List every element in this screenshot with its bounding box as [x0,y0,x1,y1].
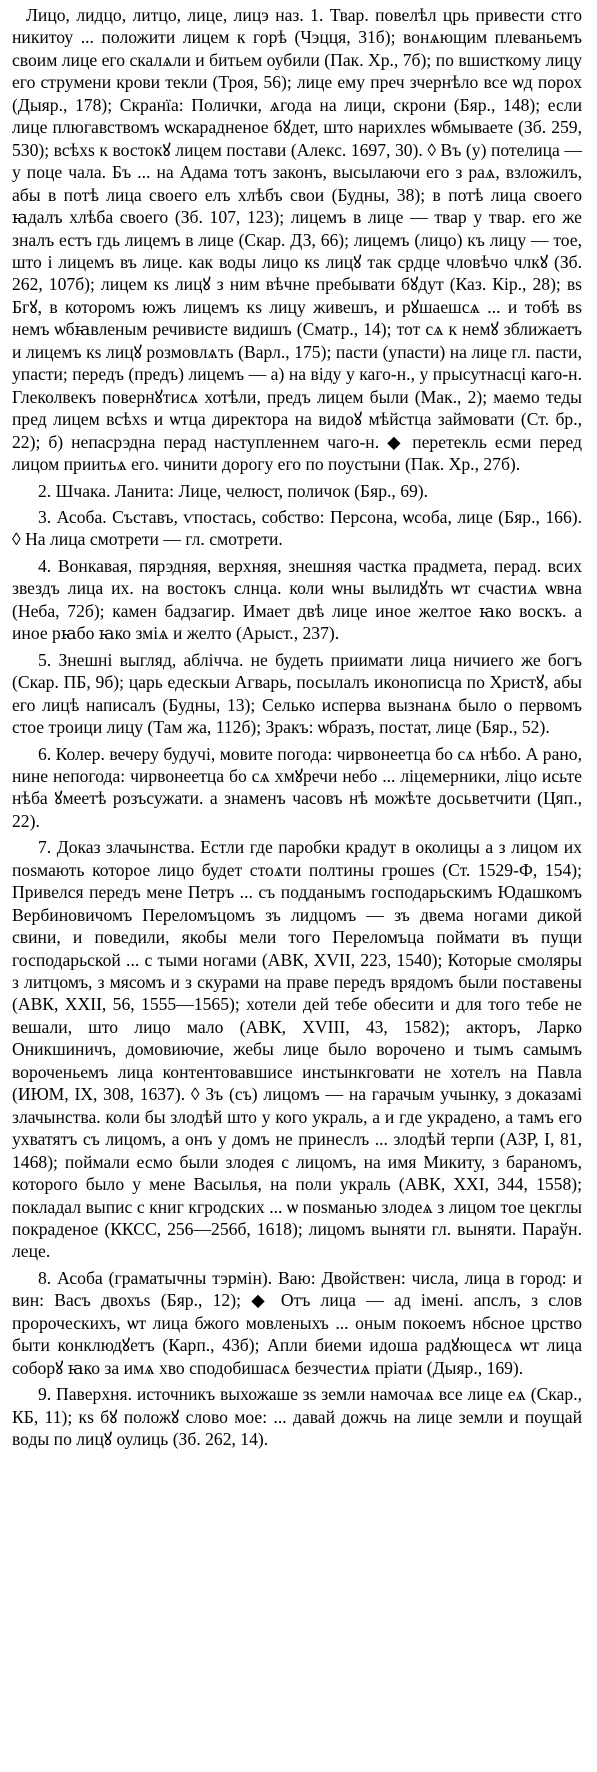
entry-sense-6: 6. Колер. вечеру будучi, мовите погода: чирвонеетца бо сѧ нѣбо. А рано, нине непогода: чирвонеетца бо сѧ хмꙋречи небо ... лiцемерники, лiцо исьте нѣба ꙋмеетѣ розъсужати. а знаменъ часовъ нѣ можѣте досьветчити (Цяп., 22). [12,743,582,831]
entry-sense-8: 8. Асоба (граматычны тэрмін). Ваю: Двойствен: числа, лица в город: и вин: Васъ двохъs (Бяр., 12); ◆ Отъ лица — ад імені. апслъ, з слов пророческихъ, ѡт лица бжого мовленыхъ ... оным покоемъ нбсное црство быти конклюдꙋетъ (Карп., 43б); Апли биеми идоша радꙋющесѧ ѡт лица соборꙋ ꙗко за имѧ хво сподобишасѧ безчестиѧ прiати (Дыяр., 169). [12,1267,582,1378]
entry-sense-3: 3. Асоба. Съставъ, ѵпостась, собство: Персона, ѡсоба, лице (Бяр., 166). ◊ На лица смотрети — гл. смотрети. [12,506,582,550]
entry-sense-2: 2. Шчака. Ланита: Лице, челюст, поличок (Бяр., 69). [38,480,429,501]
entry-sense-5: 5. Знешні выгляд, аблічча. не будеть приимати лица ничиего же богъ (Скар. ПБ, 9б); царь едескыи Агварь, посылалъ иконописца по Христꙋ, абы его лицѣ написалъ (Будны, 13); Селько исперва вызнанѧ было о первомъ стое троици лицу (Там жа, 112б); Зракъ: ѡбразъ, постат, лице (Бяр., 52). [12,649,582,738]
entry-sense-1: Лицо, лидцо, литцо, лице, лицэ наз. 1. Твар. повелѣл црь привести стго никитоу ... положити лицем к горѣ (Чэцця, 31б); вонѧющим плеваньемъ своим лице его скалѧли и битьем оубили (Пак. Хр., 7б); по вшисткому лицу его струмени крови текли (Троя, 56); лице ему преч зчернѣло все ѡд порох (Дыяр., 178); Скранїа: Полички, ѧгода на лици, скрони (Бяр., 148); если лице плюгавствомъ ѡскарадненое бꙋдет, што нарихлеs ѡбмываете (Зб. 259, 530); всѣхs к востокꙋ лицем постави (Алекс. 1697, 30). ◊ Въ (у) потелица — у поце чала. Бъ ... на Адама тотъ законъ, высылаючи его з раѧ, взложилъ, абы в потѣ лица своего елъ хлѣбъ свои (Будны, 38); в потѣ лица своего ꙗдалъ хлѣба своего (Зб. 107, 123); лицемъ в лице — твар у твар. его же зналъ естъ гдь лицемъ в лице (Скар. ДЗ, 66); лицемъ (лицо) къ лицу — тое, што і лицемъ въ лице. как воды лицо кs лицꙋ так срдце чловѣчо члкꙋ (Зб. 262, 107б); лицем кs лицꙋ з ним вѣчне пребывати бꙋдут (Каз. Кір., 28); вs Бгꙋ, в которомъ южъ лицемъ кs лицу живешъ, и рꙋшаешсѧ ... и тобѣ вs немъ ѡбꙗвленым речивисте видишъ (Сматр., 14); тот сѧ к немꙋ зближаетъ и лицемъ кs лицꙋ розмовлѧть (Варл., 175); пасти (упасти) на лице гл. пасти, упасти; передъ (предъ) лицемъ — а) на віду у каго-н., у прысутнасці каго-н. Глеколвекъ повернꙋтисѧ хотѣли, предъ лицем были (Мак., 2); маемо теды пред лицем всѣхs и ѡтца директора на видоꙋ мѣйстца займовати (Ст. бр., 22); б) непасрэдна перад наступленнем чаго-н. ◆ перетекль есми перед лицом приитьѧ его. чинити дорогу его по поустыни (Пак. Хр., 27б). [12,5,582,475]
entry-sense-4: 4. Вонкавая, пярэдняя, верхняя, знешняя частка прадмета, перад. всих звездъ лица их. на востокъ слнца. коли ѡны вылидꙋть ѡт счастиѧ ѡвна (Неба, 72б); камен бадзагир. Имает двѣ лице иное желтое ꙗко воскъ. а иное рꙗбо ꙗко змiѧ и желто (Арыст., 237). [12,555,582,644]
entry-sense-7: 7. Доказ злачынства. Естли где паробки крадут в околицы а з лицом их поsмають которое лицо будет стоѧти полтины грошеs (Ст. 1529-Ф, 154); Привелся передъ мене Петръ ... съ подданымъ господарьскимъ Юдашкомъ Вербиновичомъ Переломъцомъ зъ лидцомъ — зъ двема ногами дикой свини, и поведили, якобы мели того Переломъца поймати въ пущи господарьской ... с тыми ногами (АВК, XVII, 223, 1540); Которые смоляры з литцомъ, з мясомъ и з скурами на праве передъ врядомъ были поставены (АВК, XXII, 56, 1555—1565); хотели дей тебе обесити и для того тебе не вешали, што лицо мало (АВК, XVIII, 43, 1582); акторъ, Ларко Оникшиничъ, домовиючие, жебы лице было ворочено и тымъ самымъ вороченьемъ лица контентовавшисе инстынкговати не хотелъ на Павла (ИЮМ, IX, 308, 1637). ◊ Зъ (съ) лицомъ — на гарачым учынку, з доказамі злачынства. коли бы злодѣй што у кого украль, а и где украдено, а тамъ его ухватятъ съ лицомъ, а онъ у домъ не принеслъ ... злодѣй терпи (АЗР, I, 81, 1468); поймали есмо были злодея с лицомъ, на имя Микиту, з бараномъ, которого было у мене Васылья, на поли украль (АВК, XXI, 344, 1558); покладал выпис с книг кгродских ... ѡ поsманью злодеѧ з лицом тое цекглы покраденое (ККСС, 256—256б, 1618); лицомъ выняти гл. выняти. Параўн. леце. [12,837,582,1262]
entry-sense-9: 9. Паверхня. источникъ выхожаше зs земли намочаѧ все лице еѧ (Скар., КБ, 11); кs бꙋ положꙋ слово мое: ... давай дожчь на лице земли и поущай воды по лицꙋ оулиць (Зб. 262, 14). [12,1384,582,1450]
